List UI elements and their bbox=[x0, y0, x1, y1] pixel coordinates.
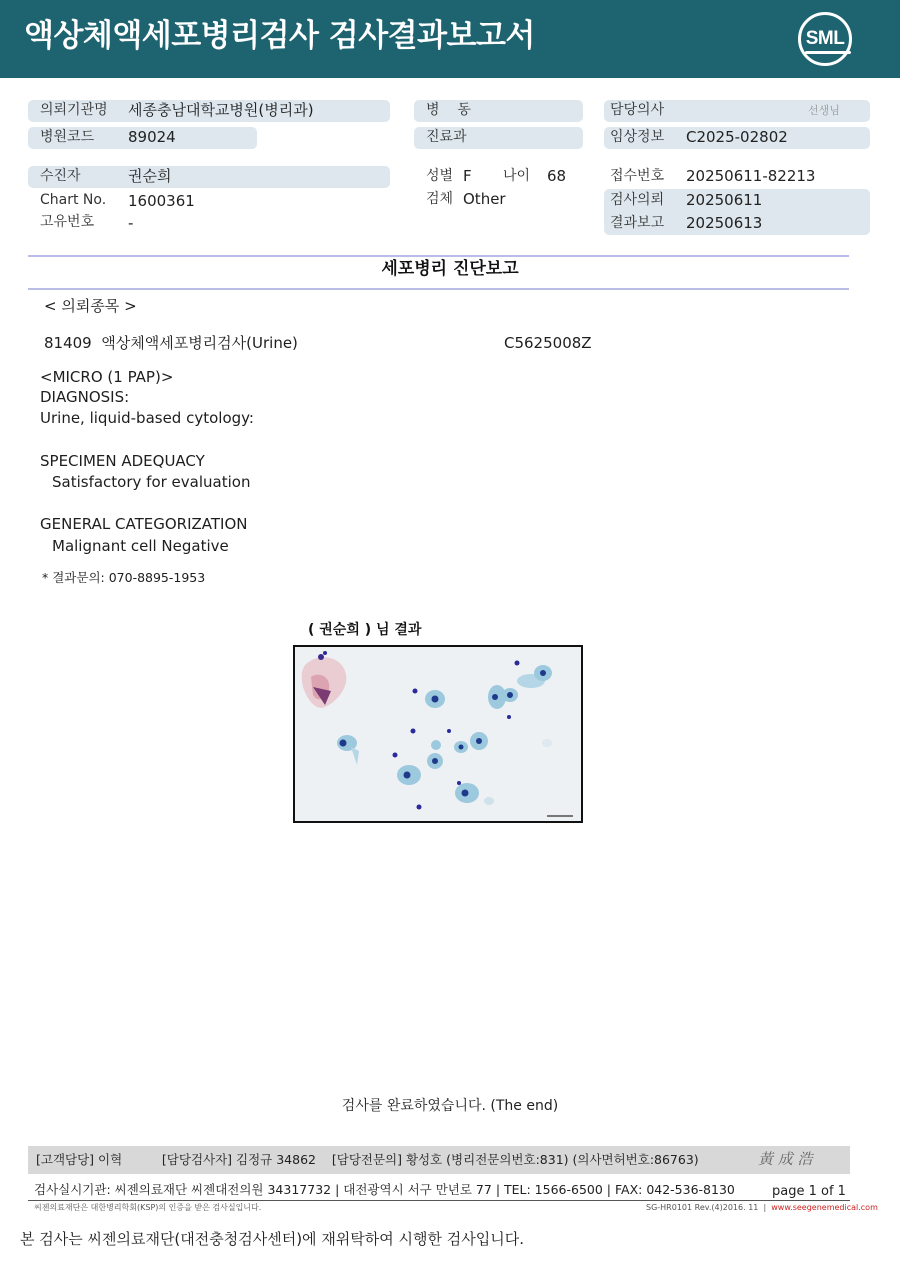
logo-swoosh bbox=[805, 51, 851, 54]
footer-rule bbox=[28, 1200, 850, 1201]
age-value: 68 bbox=[547, 167, 567, 185]
request-items-heading: < 의뢰종목 > bbox=[44, 297, 137, 315]
specimen-label: 검체 bbox=[426, 191, 454, 207]
image-caption: ( 권순희 ) 님 결과 bbox=[308, 622, 422, 638]
categorization-heading: GENERAL CATEGORIZATION bbox=[40, 515, 248, 533]
result-report-value: 20250613 bbox=[686, 214, 763, 232]
receipt-no-value: 20250611-82213 bbox=[686, 167, 816, 185]
chart-no-value: 1600361 bbox=[128, 192, 195, 210]
report-title: 액상체액세포병리검사 검사결과보고서 bbox=[24, 18, 535, 54]
result-report-label: 결과보고 bbox=[610, 215, 665, 231]
micro-line: <MICRO (1 PAP)> bbox=[40, 368, 174, 386]
cytology-micrograph-illustration bbox=[295, 647, 581, 821]
page-number: page 1 of 1 bbox=[772, 1184, 846, 1199]
unique-no-label: 고유번호 bbox=[40, 214, 95, 230]
footer-institution-line: 검사실시기관: 씨젠의료재단 씨젠대전의원 34317732 | 대전광역시 서구 만년로 77 | TEL: 1566-6500 | FAX: 042-536-8130 bbox=[34, 1182, 735, 1197]
section-rule-bottom bbox=[28, 288, 849, 290]
footer-staff-line: [고객담당] 이혁 [담당검사자] 김정규 34862 [담당전문의] 황성호 (병리전문의번호:831) (의사면허번호:86763) bbox=[36, 1152, 699, 1167]
doctor-suffix: 선생님 bbox=[808, 104, 840, 117]
department-label: 진료과 bbox=[426, 129, 467, 145]
logo-text: SML bbox=[805, 28, 845, 49]
test-request-label: 검사의뢰 bbox=[610, 192, 665, 208]
patient-box bbox=[28, 166, 390, 188]
hospital-code-value: 89024 bbox=[128, 128, 176, 146]
sml-logo bbox=[798, 12, 852, 66]
doctor-label: 담당의사 bbox=[610, 102, 665, 118]
bottom-note: 본 검사는 씨젠의료재단(대전충청검사센터)에 재위탁하여 시행한 검사입니다. bbox=[20, 1230, 524, 1248]
footer-form-code bbox=[646, 1202, 878, 1214]
receipt-no-label: 접수번호 bbox=[610, 168, 665, 184]
diagnosis-value: Urine, liquid-based cytology: bbox=[40, 409, 254, 427]
specimen-value: Other bbox=[463, 190, 506, 208]
result-contact: * 결과문의: 070-8895-1953 bbox=[42, 570, 206, 585]
institution-label: 의뢰기관명 bbox=[40, 102, 108, 118]
diagnosis-heading: DIAGNOSIS: bbox=[40, 388, 130, 406]
sex-label: 성별 bbox=[426, 168, 454, 184]
footer-form-code-text: SG-HR0101 Rev.(4)2016. 11 | bbox=[646, 1203, 772, 1212]
patient-label: 수진자 bbox=[40, 168, 81, 184]
test-code: C5625008Z bbox=[504, 334, 592, 352]
clinical-info-value: C2025-02802 bbox=[686, 128, 788, 146]
patient-value: 권순희 bbox=[128, 167, 172, 185]
pathologist-signature: 黃 成 浩 bbox=[758, 1150, 813, 1168]
chart-no-label: Chart No. bbox=[40, 192, 107, 208]
sex-value: F bbox=[463, 167, 472, 185]
institution-value: 세종충남대학교병원(병리과) bbox=[128, 101, 314, 119]
test-request-value: 20250611 bbox=[686, 191, 763, 209]
footer-url-link[interactable]: www.seegenemedical.com bbox=[771, 1203, 878, 1212]
categorization-value: Malignant cell Negative bbox=[52, 537, 229, 555]
header-banner bbox=[0, 0, 900, 78]
end-text: 검사를 완료하였습니다. (The end) bbox=[341, 1098, 559, 1114]
age-label: 나이 bbox=[503, 168, 531, 184]
footer-staff-bar bbox=[28, 1146, 850, 1174]
adequacy-heading: SPECIMEN ADEQUACY bbox=[40, 452, 205, 470]
adequacy-value: Satisfactory for evaluation bbox=[52, 473, 251, 491]
cytology-image bbox=[293, 645, 583, 823]
unique-no-value: - bbox=[128, 214, 134, 232]
test-line: 81409 액상체액세포병리검사(Urine) bbox=[44, 334, 298, 352]
footer-certification-note: 씨젠의료재단은 대한병리학회(KSP)의 인증을 받은 검사실입니다. bbox=[34, 1203, 262, 1212]
hospital-code-label: 병원코드 bbox=[40, 129, 95, 145]
section-title: 세포병리 진단보고 bbox=[381, 259, 519, 279]
ward-label: 병 동 bbox=[426, 102, 471, 118]
clinical-info-label: 임상정보 bbox=[610, 129, 665, 145]
